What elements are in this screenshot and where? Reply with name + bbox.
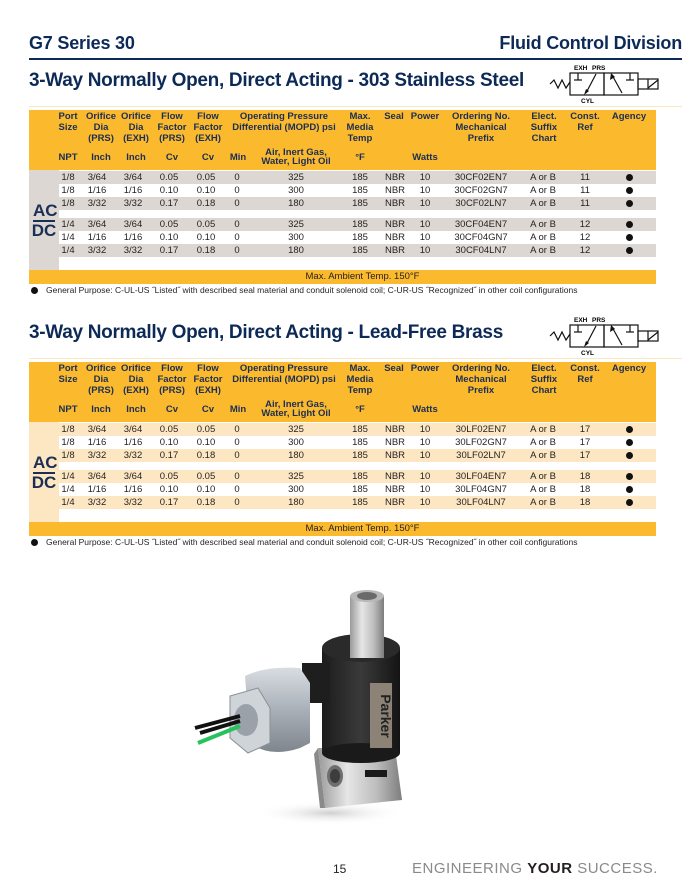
cell-const: 12 [579, 219, 591, 230]
column-header-orifice-exh: Orifice Dia (EXH) [120, 363, 152, 396]
cell-seal: NBR [384, 497, 406, 508]
cell-min: 0 [234, 450, 240, 461]
cell-port: 1/8 [61, 424, 75, 435]
column-header-agency: Agency [611, 363, 647, 374]
cell-port: 1/8 [61, 185, 75, 196]
cell-ordering: 30CF02LN7 [455, 198, 507, 209]
column-header-orifice-prs: Orifice Dia (PRS) [85, 111, 117, 144]
cell-flow-exh: 0.05 [196, 424, 216, 435]
unit-label-port: NPT [58, 404, 78, 415]
valve-symbol-icon [548, 62, 668, 106]
prs-label: PRS [592, 317, 606, 324]
cell-max: 325 [288, 471, 304, 482]
series-title: G7 Series 30 [29, 33, 135, 53]
solenoid-valve-illustration [190, 568, 450, 836]
ambient-temp-footer: Max. Ambient Temp. 150°F [29, 270, 656, 284]
cell-orifice-prs: 3/32 [87, 245, 107, 256]
cell-const: 18 [579, 484, 591, 495]
cell-power: 10 [419, 424, 431, 435]
cell-elect: A or B [530, 198, 556, 209]
cell-seal: NBR [384, 424, 406, 435]
ac-label: AC [33, 453, 58, 472]
cell-temp: 185 [352, 424, 368, 435]
cell-const: 12 [579, 232, 591, 243]
column-header-orifice-exh: Orifice Dia (EXH) [120, 111, 152, 144]
column-header-elect: Elect. Suffix Chart [530, 363, 558, 396]
cell-orifice-prs: 3/64 [87, 424, 107, 435]
column-header-temp: Max. Media Temp [346, 111, 374, 144]
prs-label: PRS [592, 65, 606, 72]
cell-max: 300 [288, 484, 304, 495]
cell-seal: NBR [384, 471, 406, 482]
section-title: 3-Way Normally Open, Direct Acting - 303 Stainless Steel [29, 70, 524, 91]
column-header-seal: Seal [384, 363, 404, 374]
cell-orifice-prs: 3/32 [87, 497, 107, 508]
column-header-port: Port Size [58, 363, 78, 385]
cell-ordering: 30CF04EN7 [454, 219, 508, 230]
cell-min: 0 [234, 471, 240, 482]
ac-label: AC [33, 201, 58, 220]
cell-orifice-exh: 3/64 [123, 219, 143, 230]
cell-temp: 185 [352, 471, 368, 482]
cell-seal: NBR [384, 245, 406, 256]
cell-flow-prs: 0.17 [159, 198, 179, 209]
unit-label-flow-prs: Cv [165, 152, 179, 163]
cell-seal: NBR [384, 219, 406, 230]
agency-listed-icon [626, 439, 633, 446]
cell-flow-prs: 0.05 [159, 172, 179, 183]
column-header-agency: Agency [611, 111, 647, 122]
cell-temp: 185 [352, 437, 368, 448]
table-row [59, 436, 656, 449]
cell-min: 0 [234, 219, 240, 230]
cell-min: 0 [234, 245, 240, 256]
spec-table [29, 110, 656, 284]
cell-orifice-prs: 1/16 [87, 484, 107, 495]
unit-label-min: Min [229, 404, 247, 415]
cell-seal: NBR [384, 232, 406, 243]
cell-min: 0 [234, 484, 240, 495]
cell-elect: A or B [530, 437, 556, 448]
agency-listed-icon [626, 200, 633, 207]
cell-flow-exh: 0.05 [196, 219, 216, 230]
cell-port: 1/8 [61, 437, 75, 448]
cell-port: 1/4 [61, 232, 75, 243]
tagline-part: SUCCESS. [572, 860, 658, 877]
section-divider [29, 106, 682, 107]
cell-flow-exh: 0.05 [196, 172, 216, 183]
cell-max: 325 [288, 172, 304, 183]
cell-temp: 185 [352, 245, 368, 256]
unit-label-orifice-prs: Inch [91, 152, 111, 163]
cell-const: 17 [579, 437, 591, 448]
cell-orifice-prs: 3/64 [87, 172, 107, 183]
cell-ordering: 30CF02GN7 [454, 185, 508, 196]
cell-min: 0 [234, 232, 240, 243]
column-header-pressure: Operating Pressure Differential (MOPD) psi [232, 363, 336, 385]
tagline-part: ENGINEERING [412, 860, 528, 877]
cell-temp: 185 [352, 497, 368, 508]
cell-ordering: 30CF02EN7 [454, 172, 508, 183]
unit-label-max: Air, Inert Gas, Water, Light Oil [261, 147, 331, 167]
column-header-elect: Elect. Suffix Chart [530, 111, 558, 144]
cell-orifice-prs: 3/64 [87, 219, 107, 230]
cell-const: 11 [580, 172, 590, 183]
cell-orifice-prs: 1/16 [87, 232, 107, 243]
cell-flow-exh: 0.18 [196, 450, 216, 461]
cell-orifice-prs: 3/32 [87, 198, 107, 209]
cell-power: 10 [419, 198, 431, 209]
column-header-const: Const. Ref [570, 363, 600, 385]
cell-port: 1/4 [61, 484, 75, 495]
cell-temp: 185 [352, 219, 368, 230]
column-header-port: Port Size [58, 111, 78, 133]
cell-flow-prs: 0.05 [159, 219, 179, 230]
cell-flow-prs: 0.05 [159, 424, 179, 435]
cell-flow-prs: 0.10 [159, 437, 179, 448]
agency-listed-icon [626, 174, 633, 181]
cell-power: 10 [419, 185, 431, 196]
cell-elect: A or B [530, 471, 556, 482]
cell-max: 300 [288, 232, 304, 243]
cell-orifice-exh: 3/32 [123, 245, 143, 256]
cell-ordering: 30LF02EN7 [455, 424, 507, 435]
cell-max: 180 [288, 198, 304, 209]
cell-max: 180 [288, 450, 304, 461]
cell-flow-prs: 0.17 [159, 497, 179, 508]
cyl-label: CYL [581, 98, 594, 105]
column-header-const: Const. Ref [570, 111, 600, 133]
cell-orifice-exh: 3/64 [123, 172, 143, 183]
agency-listed-icon [626, 486, 633, 493]
cell-min: 0 [234, 424, 240, 435]
cell-ordering: 30LF02GN7 [455, 437, 507, 448]
cell-min: 0 [234, 172, 240, 183]
cell-flow-prs: 0.17 [159, 245, 179, 256]
valve-symbol-icon [548, 314, 668, 358]
cell-elect: A or B [530, 232, 556, 243]
cell-min: 0 [234, 437, 240, 448]
cell-temp: 185 [352, 185, 368, 196]
cell-elect: A or B [530, 497, 556, 508]
cell-seal: NBR [384, 484, 406, 495]
unit-label-flow-prs: Cv [165, 404, 179, 415]
agency-listed-icon [626, 247, 633, 254]
agency-listed-icon [626, 221, 633, 228]
unit-label-max: Air, Inert Gas, Water, Light Oil [261, 399, 331, 419]
cell-power: 10 [419, 471, 431, 482]
agency-listed-icon [626, 473, 633, 480]
cell-temp: 185 [352, 198, 368, 209]
agency-listed-icon [626, 426, 633, 433]
cell-const: 11 [580, 185, 590, 196]
cell-power: 10 [419, 437, 431, 448]
cell-ordering: 30LF04EN7 [455, 471, 507, 482]
page-number: 15 [333, 862, 347, 876]
cell-min: 0 [234, 185, 240, 196]
cell-flow-exh: 0.18 [196, 245, 216, 256]
cell-const: 12 [579, 245, 591, 256]
column-header-seal: Seal [384, 111, 404, 122]
section-title: 3-Way Normally Open, Direct Acting - Lead-Free Brass [29, 322, 503, 343]
cell-elect: A or B [530, 484, 556, 495]
cell-flow-prs: 0.05 [159, 471, 179, 482]
cell-flow-exh: 0.10 [196, 232, 216, 243]
cell-orifice-exh: 3/32 [123, 497, 143, 508]
table-row [59, 218, 656, 231]
cell-temp: 185 [352, 450, 368, 461]
tagline-emphasis: YOUR [527, 860, 573, 877]
cell-max: 325 [288, 219, 304, 230]
cell-flow-prs: 0.17 [159, 450, 179, 461]
cell-elect: A or B [530, 172, 556, 183]
cell-orifice-exh: 1/16 [123, 437, 143, 448]
column-header-ordering: Ordering No. Mechanical Prefix [451, 363, 511, 396]
cell-min: 0 [234, 198, 240, 209]
cell-power: 10 [419, 232, 431, 243]
cell-orifice-prs: 1/16 [87, 185, 107, 196]
ambient-temp-footer: Max. Ambient Temp. 150°F [29, 522, 656, 536]
cell-port: 1/4 [61, 497, 75, 508]
cell-orifice-exh: 3/64 [123, 471, 143, 482]
agency-listed-icon [626, 234, 633, 241]
cell-orifice-prs: 1/16 [87, 437, 107, 448]
unit-label-temp: °F [355, 404, 365, 415]
cell-elect: A or B [530, 424, 556, 435]
cell-orifice-exh: 3/32 [123, 450, 143, 461]
cell-temp: 185 [352, 232, 368, 243]
dc-label: DC [31, 221, 57, 240]
exh-label: EXH [574, 317, 588, 324]
table-row [59, 449, 656, 462]
tagline [412, 860, 658, 877]
agency-listed-icon [626, 499, 633, 506]
division-title: Fluid Control Division [499, 33, 682, 53]
cell-const: 18 [579, 497, 591, 508]
cell-ordering: 30CF04GN7 [454, 232, 508, 243]
unit-label-port: NPT [58, 152, 78, 163]
cell-seal: NBR [384, 437, 406, 448]
cell-flow-prs: 0.10 [159, 484, 179, 495]
cell-flow-exh: 0.10 [196, 185, 216, 196]
cyl-label: CYL [581, 350, 594, 357]
cell-elect: A or B [530, 185, 556, 196]
cell-power: 10 [419, 450, 431, 461]
cell-flow-exh: 0.10 [196, 437, 216, 448]
unit-label-temp: °F [355, 152, 365, 163]
cell-port: 1/8 [61, 198, 75, 209]
product-image [190, 568, 450, 836]
cell-power: 10 [419, 484, 431, 495]
cell-port: 1/8 [61, 450, 75, 461]
cell-min: 0 [234, 497, 240, 508]
table-header [29, 362, 656, 422]
column-header-flow-exh: Flow Factor (EXH) [193, 363, 223, 396]
cell-port: 1/4 [61, 219, 75, 230]
unit-label-min: Min [229, 152, 247, 163]
cell-flow-exh: 0.05 [196, 471, 216, 482]
table-row [59, 184, 656, 197]
cell-ordering: 30LF04GN7 [455, 484, 507, 495]
table-body [29, 170, 656, 270]
section-divider [29, 358, 682, 359]
cell-elect: A or B [530, 219, 556, 230]
cell-power: 10 [419, 219, 431, 230]
unit-label-flow-exh: Cv [201, 152, 215, 163]
cell-temp: 185 [352, 172, 368, 183]
cell-ordering: 30LF04LN7 [456, 497, 506, 508]
table-body [29, 422, 656, 522]
column-header-power: Power [410, 111, 440, 122]
cell-flow-prs: 0.10 [159, 232, 179, 243]
cell-temp: 185 [352, 484, 368, 495]
cell-const: 11 [580, 198, 590, 209]
cell-port: 1/8 [61, 172, 75, 183]
column-header-flow-prs: Flow Factor (PRS) [157, 111, 187, 144]
cell-max: 180 [288, 497, 304, 508]
cell-max: 300 [288, 437, 304, 448]
unit-label-power: Watts [412, 152, 438, 163]
agency-listed-icon [626, 452, 633, 459]
unit-label-orifice-exh: Inch [126, 404, 146, 415]
column-header-flow-exh: Flow Factor (EXH) [193, 111, 223, 144]
cell-seal: NBR [384, 185, 406, 196]
cell-seal: NBR [384, 450, 406, 461]
cell-orifice-exh: 3/64 [123, 424, 143, 435]
cell-orifice-exh: 1/16 [123, 232, 143, 243]
cell-seal: NBR [384, 172, 406, 183]
table-row [59, 231, 656, 244]
table-row [59, 470, 656, 483]
column-header-flow-prs: Flow Factor (PRS) [157, 363, 187, 396]
bullet-icon [31, 287, 38, 294]
table-row [59, 423, 656, 436]
cell-orifice-exh: 1/16 [123, 185, 143, 196]
cell-port: 1/4 [61, 471, 75, 482]
table-header [29, 110, 656, 170]
exh-label: EXH [574, 65, 588, 72]
column-header-orifice-prs: Orifice Dia (PRS) [85, 363, 117, 396]
bullet-icon [31, 539, 38, 546]
cell-flow-exh: 0.18 [196, 198, 216, 209]
agency-note-text: General Purpose: C-UL-US ˝Listed˝ with described seal material and conduit solenoid coil; C-UR-US ˝Recognized˝ in other coil configurations [46, 285, 578, 295]
cell-elect: A or B [530, 450, 556, 461]
table-row [59, 171, 656, 184]
cell-orifice-exh: 1/16 [123, 484, 143, 495]
unit-label-flow-exh: Cv [201, 404, 215, 415]
cell-seal: NBR [384, 198, 406, 209]
cell-orifice-exh: 3/32 [123, 198, 143, 209]
column-header-temp: Max. Media Temp [346, 363, 374, 396]
brand-mark: Parker [378, 694, 394, 738]
agency-note [31, 285, 578, 295]
agency-note [31, 537, 578, 547]
cell-power: 10 [419, 245, 431, 256]
cell-orifice-prs: 3/64 [87, 471, 107, 482]
spec-table [29, 362, 656, 536]
cell-power: 10 [419, 172, 431, 183]
unit-label-power: Watts [412, 404, 438, 415]
cell-ordering: 30LF02LN7 [456, 450, 506, 461]
cell-orifice-prs: 3/32 [87, 450, 107, 461]
table-row [59, 244, 656, 257]
unit-label-orifice-exh: Inch [126, 152, 146, 163]
cell-max: 300 [288, 185, 304, 196]
agency-note-text: General Purpose: C-UL-US ˝Listed˝ with described seal material and conduit solenoid coil; C-UR-US ˝Recognized˝ in other coil configurations [46, 537, 578, 547]
cell-flow-exh: 0.10 [196, 484, 216, 495]
cell-port: 1/4 [61, 245, 75, 256]
cell-ordering: 30CF04LN7 [455, 245, 507, 256]
table-row [59, 496, 656, 509]
column-header-pressure: Operating Pressure Differential (MOPD) psi [232, 111, 336, 133]
cell-flow-prs: 0.10 [159, 185, 179, 196]
header-divider [29, 58, 682, 60]
cell-max: 180 [288, 245, 304, 256]
table-row [59, 197, 656, 210]
column-header-power: Power [410, 363, 440, 374]
cell-elect: A or B [530, 245, 556, 256]
dc-label: DC [31, 473, 57, 492]
cell-power: 10 [419, 497, 431, 508]
unit-label-orifice-prs: Inch [91, 404, 111, 415]
agency-listed-icon [626, 187, 633, 194]
cell-flow-exh: 0.18 [196, 497, 216, 508]
cell-const: 18 [579, 471, 591, 482]
column-header-ordering: Ordering No. Mechanical Prefix [451, 111, 511, 144]
cell-const: 17 [579, 450, 591, 461]
cell-max: 325 [288, 424, 304, 435]
cell-const: 17 [579, 424, 591, 435]
table-row [59, 483, 656, 496]
